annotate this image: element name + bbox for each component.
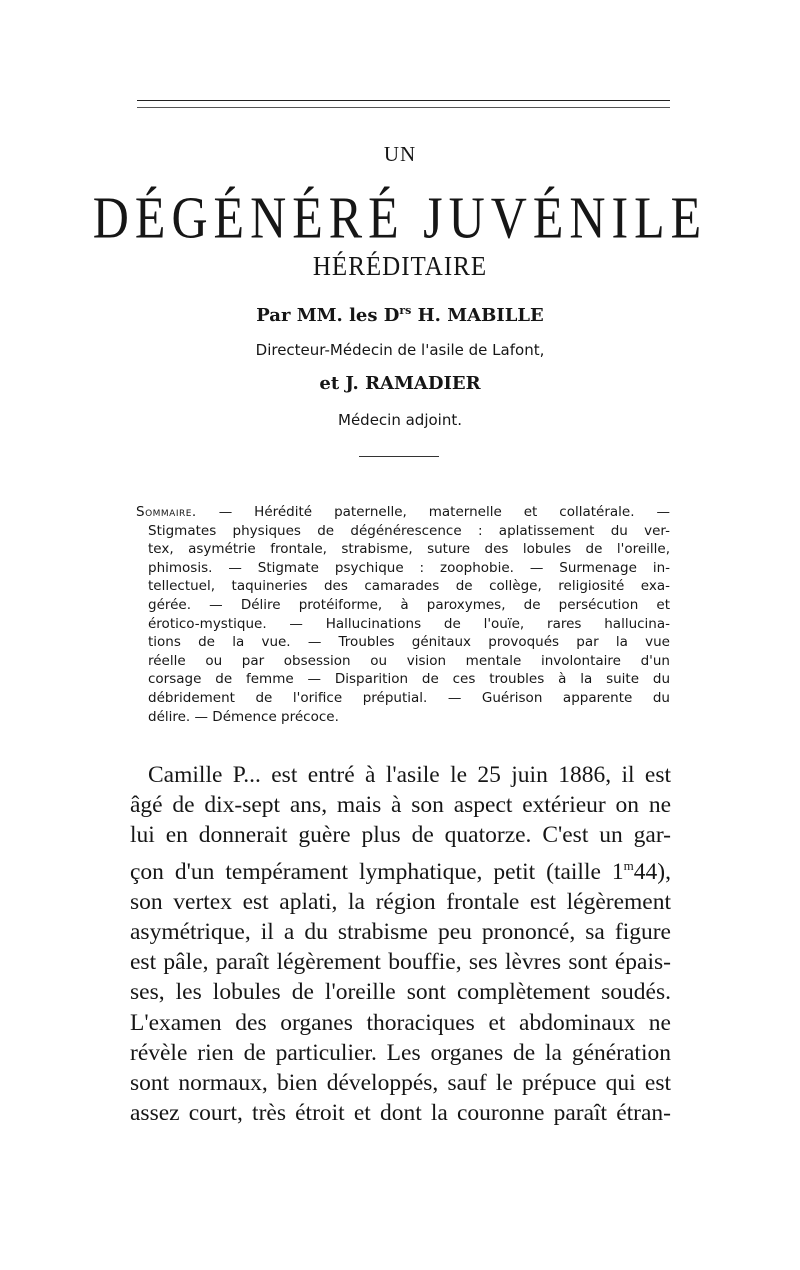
body-line: sont normaux, bien développés, sauf le prépuce qui est xyxy=(130,1070,671,1097)
author-line-2: et J. RAMADIER xyxy=(319,373,481,394)
summary-line xyxy=(136,503,670,522)
summary-line: érotico-mystique. — Hallucinations de l'ouïe, rares hallucina- xyxy=(148,615,670,632)
summary-line: réelle ou par obsession ou vision mentale involontaire d'un xyxy=(148,652,670,669)
author-title-sup: rs xyxy=(399,304,412,317)
author-affiliation-1: Directeur-Médecin de l'asile de Lafont, xyxy=(255,341,545,359)
body-line: Camille P... est entré à l'asile le 25 juin 1886, il est xyxy=(148,762,671,788)
summary-line: phimosis. — Stigmate psychique : zoophobie. — Surmenage in- xyxy=(148,559,670,576)
summary-line: débridement de l'orifice préputial. — Guérison apparente du xyxy=(148,689,670,706)
body-line: révèle rien de particulier. Les organes de la génération xyxy=(130,1039,671,1066)
article-subtitle: HÉRÉDITAIRE xyxy=(312,252,488,282)
height-value: 44), xyxy=(633,858,671,885)
section-divider xyxy=(359,456,439,457)
top-rule xyxy=(137,100,670,108)
body-line: assez court, très étroit et dont la couronne paraît étran- xyxy=(130,1100,671,1127)
body-line: est pâle, paraît légèrement bouffie, ses lèvres sont épais- xyxy=(130,949,671,976)
height-unit-sup: m xyxy=(623,857,634,873)
summary-line: tellectuel, taquineries des camarades de collège, religiosité exa- xyxy=(148,578,670,595)
summary-line: Stigmates physiques de dégénérescence : aplatissement du ver- xyxy=(148,522,670,539)
summary-line: délire. — Démence précoce. xyxy=(148,708,339,725)
article-title: DÉGÉNÉRÉ JUVÉNILE xyxy=(92,184,708,251)
author-prefix: Par MM. les D xyxy=(256,305,400,326)
summary-line: gérée. — Délire protéiforme, à paroxymes, de persécution et xyxy=(148,596,670,613)
body-paragraph xyxy=(130,760,671,1128)
author-line-1 xyxy=(0,304,800,326)
author-affiliation-2: Médecin adjoint. xyxy=(338,411,462,429)
summary-line: corsage de femme — Disparition de ces troubles à la suite du xyxy=(148,671,670,688)
body-line: ses, les lobules de l'oreille sont complètement soudés. xyxy=(130,979,671,1006)
body-line: asymétrique, il a du strabisme peu prononcé, sa figure xyxy=(130,919,671,946)
body-line: son vertex est aplati, la région frontale est légèrement xyxy=(130,888,671,915)
body-line xyxy=(130,851,671,887)
body-line-3-text: çon d'un tempérament lymphatique, petit (taille 1 xyxy=(130,858,624,885)
pre-title: UN xyxy=(383,142,417,166)
summary-line: tex, asymétrie frontale, strabisme, suture des lobules de l'oreille, xyxy=(148,541,670,558)
summary-block xyxy=(136,503,670,726)
summary-label: Sommaire. xyxy=(136,504,197,520)
summary-line-0: — Hérédité paternelle, maternelle et collatérale. — xyxy=(196,504,670,520)
body-line: âgé de dix-sept ans, mais à son aspect extérieur on ne xyxy=(130,792,671,819)
author-name-1: H. MABILLE xyxy=(411,305,544,326)
body-line: lui en donnerait guère plus de quatorze. C'est un gar- xyxy=(130,822,671,849)
body-line: L'examen des organes thoraciques et abdominaux ne xyxy=(130,1009,671,1036)
summary-line: tions de la vue. — Troubles génitaux provoqués par la vue xyxy=(148,634,670,651)
